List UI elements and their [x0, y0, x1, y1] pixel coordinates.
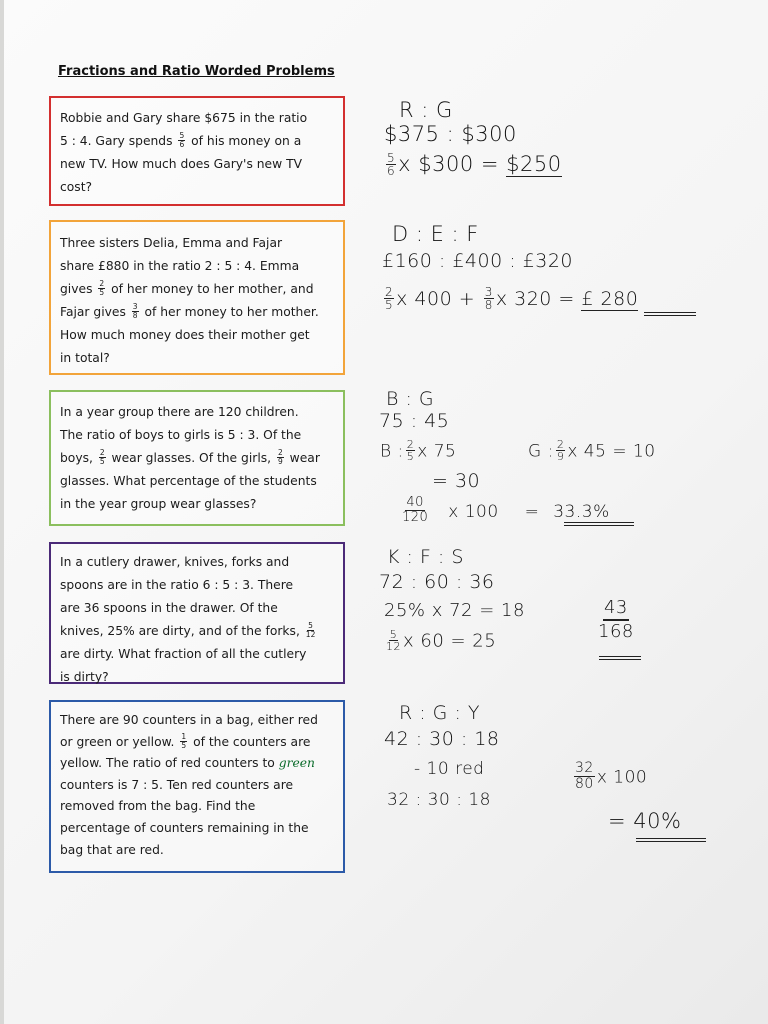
problem-5-line-4: counters is 7 : 5. Ten red counters are: [60, 777, 294, 792]
work-4-knives-calc: 25% x 72 = 18: [384, 600, 525, 621]
work-5-remove-note: - 10 red: [414, 759, 485, 779]
work-1-split: $375 : $300: [384, 122, 517, 146]
handwritten-green: green: [278, 756, 315, 771]
problem-3-line-4: glasses. What percentage of the students: [60, 474, 317, 488]
problem-5-line-5: removed from the bag. Find the: [60, 799, 256, 814]
problem-4-line-4: knives, 25% are dirty, and of the forks, $\frac{5}{12}$: [60, 621, 316, 639]
fraction-5-12: $\frac{5}{12}$: [305, 621, 316, 639]
problem-4-line-6: is dirty?: [60, 670, 109, 684]
work-3-percent-calc: $\frac{40}{120}$ x 100 = 33.3%: [402, 495, 610, 525]
work-4-ratio-header: K : F : S: [387, 546, 464, 568]
problem-4-line-3: are 36 spoons in the drawer. Of the: [60, 601, 278, 615]
work-2-answer: £ 280: [581, 288, 639, 310]
work-1-calc: $\frac{5}{6}$ x $300 = $250: [387, 150, 562, 178]
problem-5-line-1: There are 90 counters in a bag, either red: [60, 713, 318, 727]
work-2-split: £160 : £400 : £320: [382, 250, 574, 272]
problem-4-box: [49, 542, 345, 684]
fraction-5-6: $\frac{5}{6}$: [179, 131, 185, 149]
work-2-ratio-header: D : E : F: [392, 222, 479, 246]
work-3-girls-calc: G : $\frac{2}{9}$ x 45 = 10: [528, 438, 656, 463]
work-5-answer: = 40%: [608, 809, 682, 833]
problem-5-line-3: yellow. The ratio of red counters to green: [60, 756, 315, 771]
problem-5-line-6: percentage of counters remaining in the: [60, 820, 309, 835]
work-3-boys-result: = 30: [432, 470, 481, 492]
problem-4-line-2: spoons are in the ratio 6 : 5 : 3. There: [60, 578, 294, 592]
work-5-split: 42 : 30 : 18: [384, 728, 500, 750]
work-3-ratio-header: B : G: [386, 388, 435, 410]
problem-1-line-3: new TV. How much does Gary's new TV: [60, 157, 303, 171]
work-5-percent-calc: $\frac{32}{80}$ x 100: [575, 760, 648, 792]
fraction-2-5: $\frac{2}{5}$: [99, 279, 105, 297]
problem-5-box: [49, 700, 345, 873]
work-3-answer-underline: [564, 522, 634, 526]
fraction-2-5: $\frac{2}{5}$: [99, 448, 105, 466]
problem-4-line-1: In a cutlery drawer, knives, forks and: [60, 555, 290, 569]
problem-2-line-2: share £880 in the ratio 2 : 5 : 4. Emma: [60, 259, 300, 273]
problem-2-line-4: Fajar gives $\frac{3}{8}$ of her money to her mother.: [60, 302, 319, 320]
work-4-forks-calc: $\frac{5}{12}$ x 60 = 25: [386, 628, 497, 653]
work-4-answer-underline: [599, 656, 641, 660]
problem-5-line-7: bag that are red.: [60, 842, 164, 857]
work-4-split: 72 : 60 : 36: [379, 571, 495, 593]
problem-2-line-3: gives $\frac{2}{5}$ of her money to her mother, and: [60, 279, 314, 297]
worksheet-page: [4, 0, 768, 1024]
problem-3-line-2: The ratio of boys to girls is 5 : 3. Of the: [60, 428, 302, 442]
problem-1-line-2: 5 : 4. Gary spends $\frac{5}{6}$ of his money on a: [60, 131, 302, 149]
page-title: Fractions and Ratio Worded Problems: [58, 64, 335, 79]
work-1-answer: $250: [506, 152, 562, 176]
problem-3-line-1: In a year group there are 120 children.: [60, 405, 299, 419]
work-1-ratio-header: R : G: [399, 98, 453, 122]
problem-3-box: [49, 390, 345, 526]
problem-2-box: [49, 220, 345, 375]
fraction-2-9: $\frac{2}{9}$: [277, 448, 283, 466]
problem-1-line-1: Robbie and Gary share $675 in the ratio: [60, 111, 308, 125]
problem-1-box: [49, 96, 345, 206]
work-5-new-ratio: 32 : 30 : 18: [387, 790, 491, 810]
work-2-answer-underline: [644, 312, 696, 316]
fraction-3-8: $\frac{3}{8}$: [132, 302, 138, 320]
problem-4-line-5: are dirty. What fraction of all the cutlery: [60, 647, 307, 661]
problem-5-line-2: or green or yellow. $\frac{1}{5}$ of the counters are: [60, 731, 311, 750]
problem-2-line-6: in total?: [60, 351, 110, 365]
problem-2-line-1: Three sisters Delia, Emma and Fajar: [60, 236, 283, 250]
work-3-answer: 33.3%: [553, 501, 610, 522]
work-3-split: 75 : 45: [379, 410, 450, 432]
problem-3-line-3: boys, $\frac{2}{5}$ wear glasses. Of the girls, $\frac{2}{9}$ wear: [60, 448, 320, 466]
problem-2-line-5: How much money does their mother get: [60, 328, 310, 342]
problem-1-line-4: cost?: [60, 180, 93, 194]
work-5-ratio-header: R : G : Y: [399, 702, 480, 724]
work-3-boys-calc: B : $\frac{2}{5}$ x 75: [380, 438, 457, 463]
work-2-calc: $\frac{2}{5}$ x 400 + $\frac{3}{8}$ x 320 = £ 280: [385, 285, 639, 312]
fraction-1-5: $\frac{1}{5}$: [181, 731, 187, 750]
work-4-answer: $\frac{43}{168}$: [598, 597, 634, 642]
work-5-answer-underline: [636, 838, 706, 842]
problem-3-line-5: in the year group wear glasses?: [60, 497, 257, 511]
